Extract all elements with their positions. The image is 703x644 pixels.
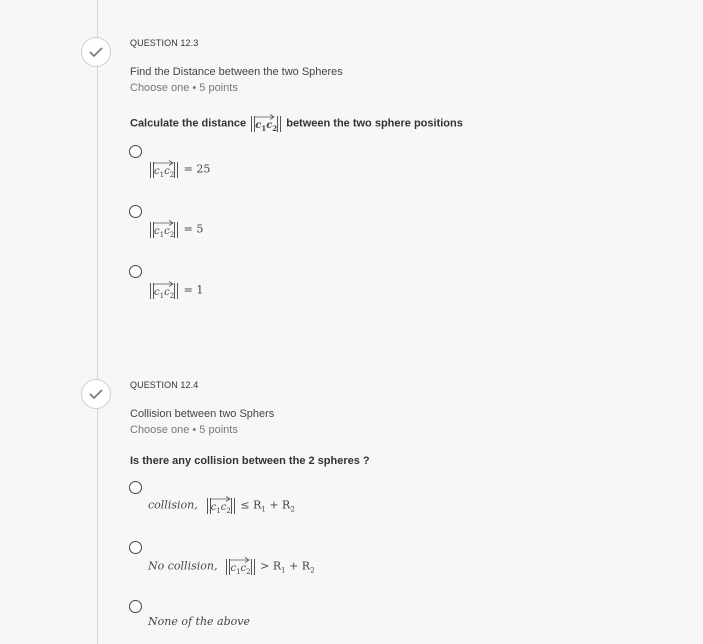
option-label: $c_1c_2 = 25$ [148, 160, 210, 179]
option-label: None of the above [148, 615, 250, 628]
question-prompt: Is there any collision between the 2 spheres ? [130, 455, 370, 467]
option-label: $c_1c_2 = 5$ [148, 220, 203, 239]
option-radio[interactable] [129, 265, 142, 278]
option-label: collision, $c_1c_2 \le R_1 + R_2$ [148, 498, 295, 515]
checkmark-icon [81, 37, 111, 67]
question-prompt [130, 114, 463, 133]
vector-norm: $c_1c_2$ [249, 114, 283, 133]
timeline-line [97, 0, 98, 644]
question-meta: Choose one • 5 points [130, 424, 238, 436]
option-radio[interactable] [129, 205, 142, 218]
option-radio[interactable] [129, 600, 142, 613]
question-label: QUESTION 12.3 [130, 38, 199, 48]
question-meta: Choose one • 5 points [130, 82, 238, 94]
option-radio[interactable] [129, 145, 142, 158]
option-label: No collision, $c_1c_2 > R_1 + R_2$ [148, 559, 315, 576]
checkmark-icon [81, 379, 111, 409]
option-radio[interactable] [129, 541, 142, 554]
option-radio[interactable] [129, 481, 142, 494]
question-title: Collision between two Sphers [130, 408, 275, 420]
question-title: Find the Distance between the two Spheres [130, 66, 343, 78]
question-label: QUESTION 12.4 [130, 380, 199, 390]
option-label: $c_1c_2 = 1$ [148, 281, 203, 300]
prompt-text-post: between the two sphere positions [286, 117, 463, 130]
prompt-text-pre: Calculate the distance [130, 117, 247, 130]
